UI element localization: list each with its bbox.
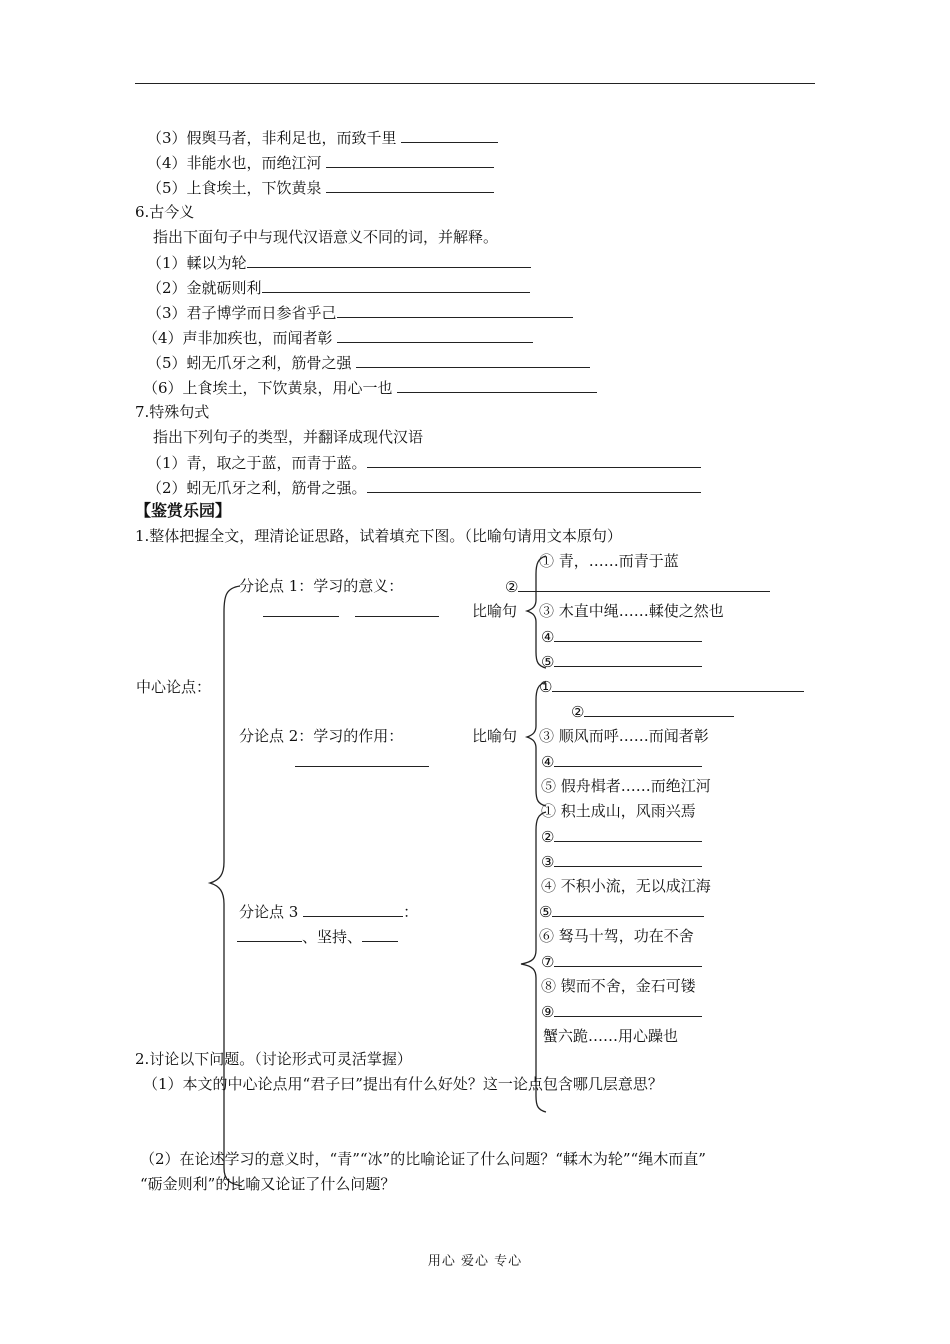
g3-item-10: 蟹六跪……用心躁也 bbox=[543, 1027, 679, 1045]
section-heading: 【鉴赏乐园】 bbox=[135, 501, 232, 520]
g2-item-1: ① bbox=[539, 676, 804, 697]
sec7-item-2: （2）蚓无爪牙之利，筋骨之强。 bbox=[147, 477, 701, 498]
g2-item-2: ② bbox=[571, 701, 734, 722]
g3-item-8: ⑧ 锲而不舍，金石可镂 bbox=[541, 977, 696, 995]
group3-brace bbox=[521, 812, 546, 1112]
g1-item-1: ① 青，……而青于蓝 bbox=[539, 552, 679, 570]
group1-brace bbox=[527, 556, 546, 668]
page-footer: 用心 爱心 专心 bbox=[427, 1254, 523, 1269]
question-2-2a: （2）在论述学习的意义时，“青”“冰”的比喻论证了什么问题？“輮木为轮”“绳木而直” bbox=[140, 1150, 706, 1168]
g2-item-5: ⑤ 假舟楫者……而绝江河 bbox=[541, 777, 711, 795]
question-2: 2.讨论以下问题。（讨论形式可灵活掌握） bbox=[135, 1050, 412, 1068]
g1-item-2: ② bbox=[505, 576, 770, 597]
g3-item-4: ④ 不积小流，无以成江海 bbox=[541, 877, 711, 895]
g3-item-1: ① 积土成山，风雨兴焉 bbox=[541, 802, 696, 820]
sub-thesis-1: 分论点 1：学习的意义： bbox=[239, 577, 404, 595]
question-2-1: （1）本文的中心论点用“君子曰”提出有什么好处？这一论点包含哪几层意思？ bbox=[143, 1075, 663, 1093]
sec5-item-5: （5）上食埃土，下饮黄泉 bbox=[147, 177, 494, 198]
sub-thesis-3: 分论点 3 ： bbox=[239, 903, 419, 921]
sec7-title: 7.特殊句式 bbox=[135, 403, 210, 421]
group2-brace bbox=[527, 682, 546, 806]
sec6-item-6: （6）上食埃土，下饮黄泉，用心一也 bbox=[143, 377, 597, 398]
g1-item-4: ④ bbox=[541, 626, 702, 647]
sub3-detail: 、坚持、 bbox=[237, 926, 398, 947]
metaphor-label-1: 比喻句 bbox=[472, 602, 518, 620]
g2-item-4: ④ bbox=[541, 751, 702, 772]
metaphor-label-2: 比喻句 bbox=[472, 727, 518, 745]
sec5-item-3: （3）假舆马者，非利足也，而致千里 bbox=[147, 127, 498, 148]
sec6-item-5: （5）蚓无爪牙之利，筋骨之强 bbox=[147, 352, 590, 373]
g3-item-2: ② bbox=[541, 826, 702, 847]
sec6-item-3: （3）君子博学而日参省乎己 bbox=[147, 302, 573, 323]
question-2-2b: “砺金则利”的比喻又论证了什么问题？ bbox=[140, 1175, 396, 1193]
g1-item-3: ③ 木直中绳……輮使之然也 bbox=[539, 602, 724, 620]
sub-thesis-2: 分论点 2：学习的作用： bbox=[239, 727, 404, 745]
sec6-item-4: （4）声非加疾也，而闻者彰 bbox=[143, 327, 533, 348]
g3-item-5: ⑤ bbox=[539, 901, 704, 922]
central-brace bbox=[210, 586, 242, 1186]
sec6-instruction: 指出下面句子中与现代汉语意义不同的词，并解释。 bbox=[153, 228, 499, 246]
sec5-item-4: （4）非能水也，而绝江河 bbox=[147, 152, 494, 173]
g3-item-9: ⑨ bbox=[541, 1001, 702, 1022]
question-1: 1.整体把握全文，理清论证思路，试着填充下图。（比喻句请用文本原句） bbox=[135, 527, 622, 545]
sec7-item-1: （1）青，取之于蓝，而青于蓝。 bbox=[147, 452, 701, 473]
g3-item-3: ③ bbox=[541, 851, 702, 872]
g1-item-5: ⑤ bbox=[541, 651, 702, 672]
sec6-item-1: （1）輮以为轮 bbox=[147, 252, 531, 273]
sec6-title: 6.古今义 bbox=[135, 203, 195, 221]
g3-item-6: ⑥ 驽马十驾，功在不舍 bbox=[539, 927, 694, 945]
sec6-item-2: （2）金就砺则利 bbox=[147, 277, 530, 298]
g2-item-3: ③ 顺风而呼……而闻者彰 bbox=[539, 727, 709, 745]
g3-item-7: ⑦ bbox=[541, 951, 702, 972]
sec7-instruction: 指出下列句子的类型，并翻译成现代汉语 bbox=[153, 428, 424, 446]
central-thesis-label: 中心论点： bbox=[136, 678, 212, 696]
